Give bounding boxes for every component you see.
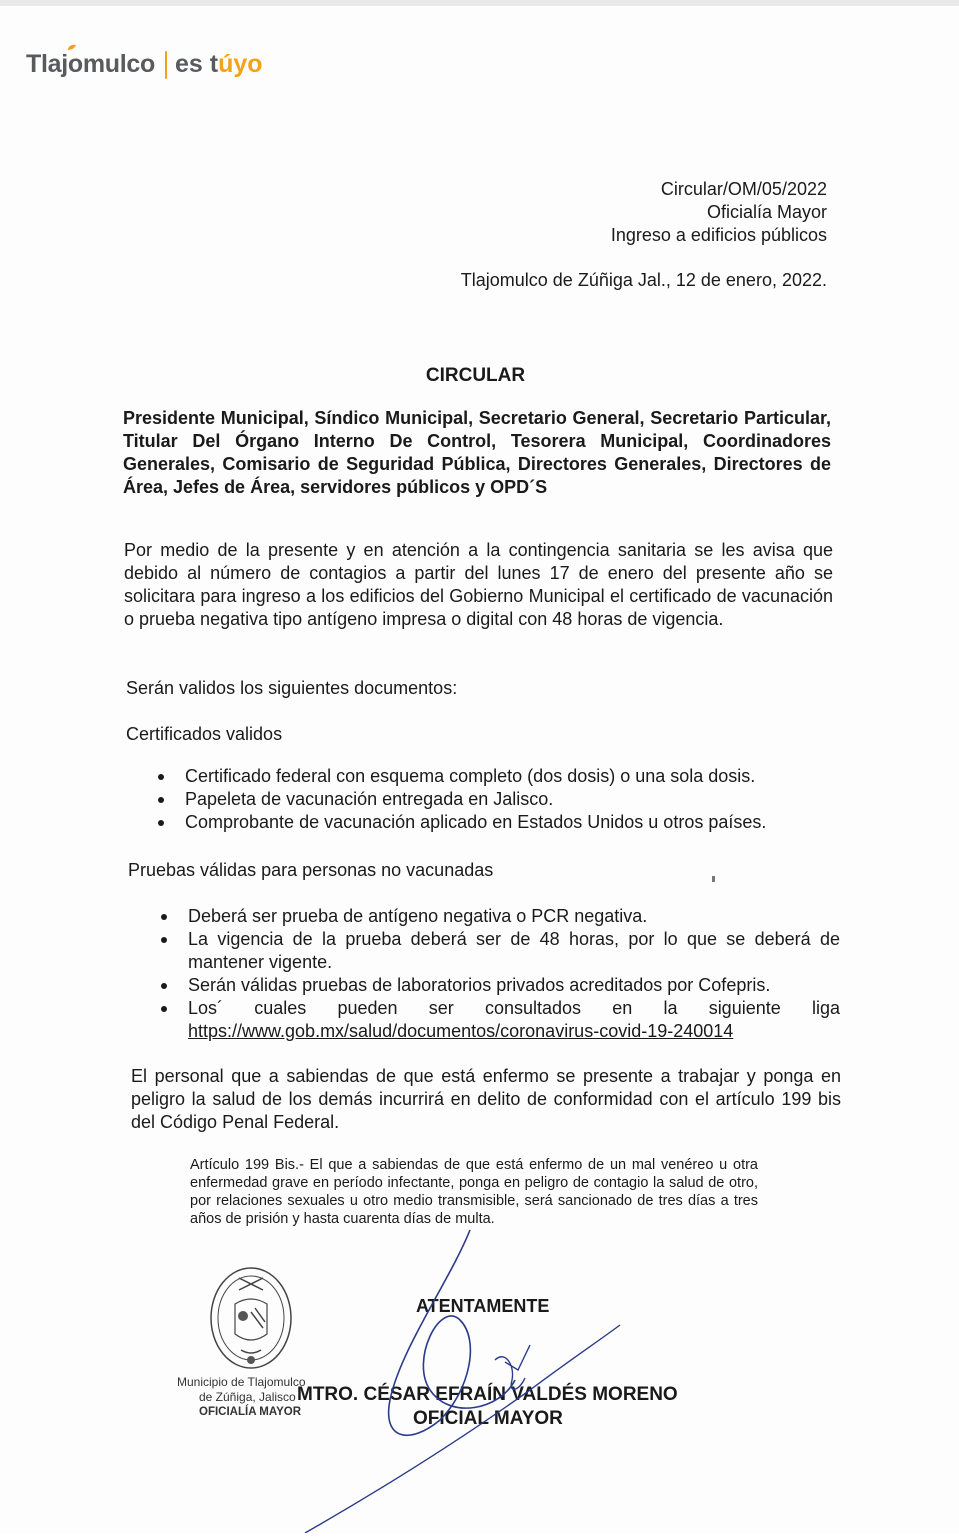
list-item: Papeleta de vacunación entregada en Jalisco. bbox=[155, 788, 835, 811]
list-item bbox=[158, 997, 840, 1043]
link-intro-line: Los´ cuales pueden ser consultados en la siguiente liga bbox=[188, 998, 840, 1018]
list-item: La vigencia de la prueba deberá ser de 48 horas, por lo que se deberá de mantener vigente. bbox=[158, 928, 840, 974]
municipal-seal bbox=[207, 1264, 295, 1372]
cofepris-link[interactable]: https://www.gob.mx/salud/documentos/coronavirus-covid-19-240014 bbox=[188, 1021, 734, 1041]
handwritten-signature bbox=[300, 1190, 640, 1533]
seal-caption: Municipio de Tlajomulco de Zúñiga, Jalisco OFICIALÍA MAYOR bbox=[177, 1375, 306, 1418]
bullet-icon bbox=[158, 820, 164, 826]
article-quote: Artículo 199 Bis.- El que a sabiendas de que está enfermo de un mal venéreo u otra enfermedad grave en período infectante, ponga en peligro de contagio la salud de otro, por relaciones sexuales u otro medio transmisible, será sancionado de tres días a tres años de prisión y hasta cuarenta días de multa. bbox=[190, 1157, 758, 1227]
intro-paragraph: Por medio de la presente y en atención a la contingencia sanitaria se les avisa que debido al número de contagios a partir del lunes 17 de enero del presente año se solicitara para ingreso a los edificios del Gobierno Municipal el certificado de vacunación o prueba negativa tipo antígeno impresa o digital con 48 horas de vigencia. bbox=[124, 540, 833, 629]
closing-salutation: ATENTAMENTE bbox=[416, 1296, 550, 1316]
bullet-icon bbox=[158, 797, 164, 803]
bullet-icon bbox=[161, 914, 167, 920]
tests-heading: Pruebas válidas para personas no vacunadas bbox=[128, 860, 494, 880]
logo-separator bbox=[165, 51, 167, 79]
subject-line: Ingreso a edificios públicos bbox=[610, 225, 827, 245]
certificates-heading: Certificados validos bbox=[126, 724, 283, 744]
tlajomulco-logo bbox=[26, 50, 263, 79]
list-item: Comprobante de vacunación aplicado en Estados Unidos u otros países. bbox=[155, 811, 835, 834]
logo-tagline: es túyo bbox=[174, 50, 263, 78]
list-item: Serán válidas pruebas de laboratorios privados acreditados por Cofepris. bbox=[158, 974, 840, 997]
documents-intro: Serán validos los siguientes documentos: bbox=[126, 678, 458, 698]
scan-edge bbox=[0, 0, 959, 6]
bullet-icon bbox=[158, 774, 164, 780]
bullet-icon bbox=[161, 1006, 167, 1012]
recipients: Presidente Municipal, Síndico Municipal, Secretario General, Secretario Particular, Titular Del Órgano Interno De Control, Tesorera Municipal, Coordinadores Generales, Comisario de Seguridad Pública, Directores Generales, Directores de Área, Jefes de Área, servidores públicos y OPD´S bbox=[123, 408, 831, 497]
certificates-list bbox=[155, 765, 835, 834]
issuing-office: Oficialía Mayor bbox=[706, 202, 827, 222]
list-item: Deberá ser prueba de antígeno negativa o PCR negativa. bbox=[158, 905, 840, 928]
logo-brand: Tlajomulco bbox=[26, 50, 155, 78]
scan-speck bbox=[712, 876, 715, 882]
signer-name: MTRO. CÉSAR EFRAÍN VALDÉS MORENO bbox=[297, 1384, 678, 1405]
reference-block bbox=[611, 178, 827, 247]
place-date: Tlajomulco de Zúñiga Jal., 12 de enero, 2022. bbox=[460, 270, 827, 290]
bullet-icon bbox=[161, 983, 167, 989]
list-item: Certificado federal con esquema completo (dos dosis) o una sola dosis. bbox=[155, 765, 835, 788]
signer-position: OFICIAL MAYOR bbox=[413, 1408, 563, 1429]
tests-list bbox=[158, 905, 840, 1043]
warning-paragraph: El personal que a sabiendas de que está enfermo se presente a trabajar y ponga en peligro la salud de los demás incurrirá en delito de conformidad con el artículo 199 bis del Código Penal Federal. bbox=[131, 1066, 841, 1132]
document-title: CIRCULAR bbox=[425, 365, 526, 386]
reference-number: Circular/OM/05/2022 bbox=[660, 179, 827, 199]
bullet-icon bbox=[161, 937, 167, 943]
leaf-icon bbox=[67, 44, 76, 50]
